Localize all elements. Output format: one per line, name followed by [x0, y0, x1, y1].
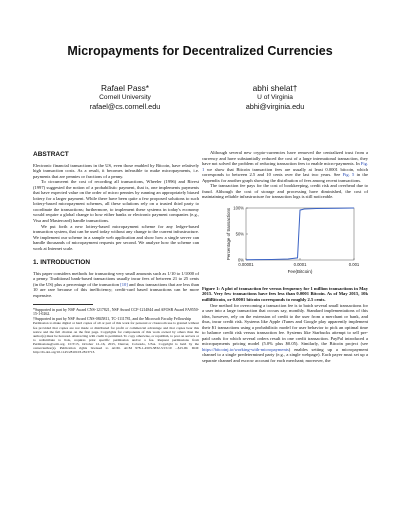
author-name: abhi shelat† [252, 83, 298, 93]
paper-title: Micropayments for Decentralized Currencies [67, 44, 333, 58]
abstract-paragraph: We put forth a new lottery-based micropayment scheme for any ledger-based transaction system, that can be used today without any change to the current infrastructure. We implement our scheme in a sample web application and show how a single server can handle thousands of micropayment requests per second. We analyze how the scheme can work at Internet scale. [33, 223, 199, 251]
x-tick-label: 0.001 [348, 261, 360, 267]
footnote-rule [33, 304, 93, 305]
url-link[interactable]: https://bitcoinj.io/working-with-micropayments [202, 346, 289, 352]
author-affiliation: U of Virginia [257, 94, 293, 101]
abstract-heading: ABSTRACT [33, 151, 69, 158]
right-column [202, 150, 368, 364]
author-email: abhi@virginia.edu [245, 102, 305, 111]
body-paragraph: The transaction fee pays for the cost of bookkeeping, credit risk and overhead due to fraud. Although the cost of storage and processing have diminished, the cost of maintaining reliable infrastructure for transaction logs is still noticeable. [202, 183, 368, 200]
intro-paragraph: This paper considers methods for transacting very small amounts such as 1/10 to 1/1000 of a penny. Traditional bank-based transactions usually incur fees of between 21 to 25 cents (in the US) plus a percentage of the transaction [10] and thus transactions that are less than 10 are rare because of this inefficiency; credit-card based transactions can be more expensive. [33, 270, 199, 299]
figure-link[interactable]: Fig. 1 [202, 161, 368, 172]
x-tick-label: 0.00001 [238, 261, 254, 267]
abstract-paragraph: Electronic financial transactions in the US, even those enabled by Bitcoin, have relatively high transaction costs. As a result, it becomes infeasible to make micropayments, i.e. payments that are pennies or fractions of a penny. [33, 162, 199, 179]
footnote: †Supported in part by NSF Award CNS-0845811, TC-1111781, and the Microsoft Faculty Fellowship [33, 316, 192, 321]
permission-block: Permission to make digital or hard copies of all or part of this work for personal or classroom use is granted without fee provided that copies are not made or distributed for profit or commercial advantage and that copies bear this notice and the full citation on the first page. Copyrights for components of this work owned by others than the author(s) must be honored. Abstracting with credit is permitted. To copy otherwise, or republish, to post on servers or to redistribute to lists, requires prior specific permission and/or a fee. Request permissions from Permissions@acm.org. CCS'15, October 12–16, 2015, Denver, Colorado, USA. Copyright is held by the owner/author(s). Publication rights licensed to ACM. ACM 978-1-4503-3832-5/15/10 ...$15.00. DOI: http://dx.doi.org/10.1145/2810103.2813713. [33, 321, 199, 355]
author-affiliation: Cornell University [99, 94, 151, 101]
y-tick-label: 0% [237, 257, 244, 263]
body-paragraph: One method for overcoming a transaction fee is to batch several small transactions for a user into a large transaction that occurs say, monthly. Standard implementations of this idea, however, rely on the extension of credit to the user from a merchant or bank, and thus, incur credit risk. Systems like Apple iTunes and Google play apparently implement their $1 transactions using a probabilistic model for user behavior to pick an optimal time to balance credit risk versus transaction fee. Systems like Starbucks attempt to sell pre-paid cards for which several orders result in one credit transaction. PayPal introduced a micropayments pricing model (5.0% plus $0.05). Similarly, the Bitcoin project (see https://bitcoinj.io/working-with-micropayments) enables setting up a micropayment channel to a single predetermined party (e.g., a single webpage). Each payer must set up a separate channel and escrow account for each merchant; moreover, the [202, 302, 368, 364]
figure-caption: Figure 1: A plot of transaction fee versus frequency for 1 million transactions in May 2015. Very few transactions have fees less than 0.0001 Bitcoin. As of May 2015, 10k milliBitcoin, or 0.0001 bitcoin corresponds to roughly 2.5 cents. [202, 285, 368, 303]
left-column [33, 150, 199, 355]
series-line [246, 208, 354, 260]
citation-link[interactable]: [10] [120, 281, 128, 287]
y-tick-label: 100% [233, 205, 244, 211]
x-axis-label: Fee(Bitcoin) [287, 268, 313, 274]
y-axis-label: Percentage of transactions [226, 207, 231, 261]
x-tick-label: 0.0001 [293, 261, 307, 267]
author-block-1 [55, 84, 195, 111]
footnote: *Supported in part by NSF Award CNS-1217821, NSF Award CCF-1214844 and AFOSR Award FA9550-15-1-0262. [33, 307, 199, 317]
figure-link[interactable]: Fig. 5 [342, 172, 355, 178]
author-block-2 [205, 84, 345, 111]
abstract-paragraph: To circumvent the cost of recording all transactions, Wheeler (1996) and Rivest (1997) suggested the notion of a probabilistic payment, that is, one implements payments that have expected value on the order of micro pennies by running an appropriately biased lottery for a larger payment. While there have been quite a few proposed solutions to such lottery-based micropayment schemes, all these solutions rely on a trusted third party to coordinate the transactions; furthermore, to implement these systems in today's economy would require a global change to how either banks or electronic payment companies (e.g., Visa and Mastercard) handle transactions. [33, 179, 199, 224]
fee-frequency-chart [202, 200, 368, 286]
body-paragraph: Although several new crypto-currencies have removed the centralized trust from a currency and have substantially reduced the cost of a large international transaction, they have not solved the problem of reducing transaction fees to enable micro-payments. In Fig. 1 we show that Bitcoin transaction fees are usually at least 0.0001 bitcoin, which corresponds to between 2.5 and 10 cents over the last two years. See Fig. 5 in the Appendix for another graph showing the distribution of fees among recent transactions. [202, 150, 368, 183]
author-email: rafael@cs.cornell.edu [89, 102, 161, 111]
author-name: Rafael Pass* [101, 83, 149, 93]
y-tick-label: 50% [235, 231, 244, 237]
intro-heading: 1. INTRODUCTION [33, 259, 91, 267]
